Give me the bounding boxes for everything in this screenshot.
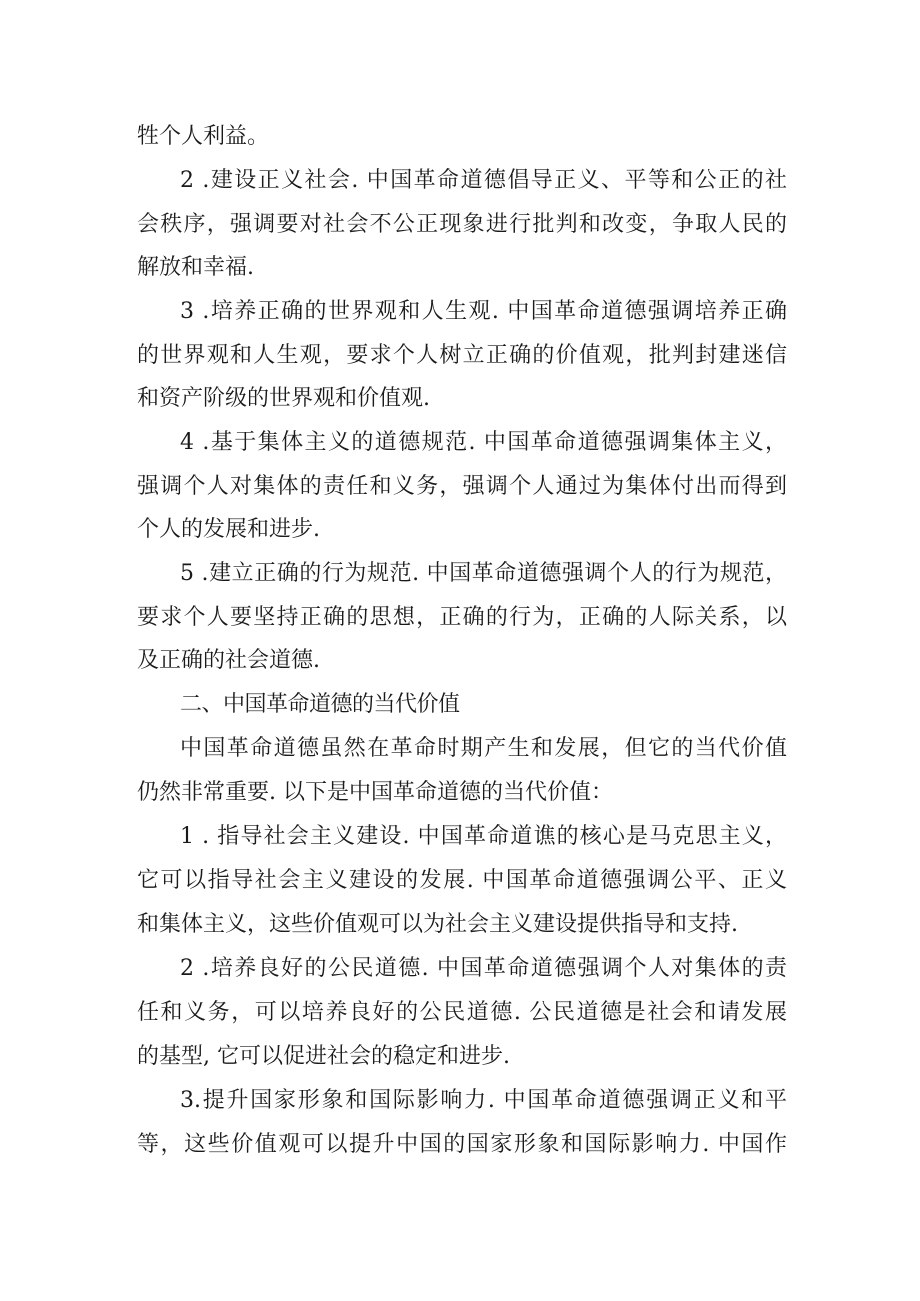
- section-heading: 二、中国革命道德的当代价值: [180, 692, 460, 717]
- value-item-3-line-2: 等，这些价值观可以提升中国的国家形象和国际影响力. 中国作: [137, 1132, 787, 1157]
- value-item-1-line-2: 它可以指导社会主义建设的发展. 中国革命道德强调公平、正义: [137, 868, 787, 893]
- text-line: 牲个人利益。: [137, 124, 270, 149]
- value-item-2-line-3: 的基型, 它可以促进社会的稳定和进步.: [137, 1044, 510, 1069]
- value-item-2-line-2: 任和义务，可以培养良好的公民道德. 公民道德是社会和请发展: [137, 1000, 787, 1025]
- list-item-3-line-2: 的世界观和人生观，要求个人树立正确的价值观，批判封建迷信: [137, 343, 787, 368]
- value-item-2-line-1: 2 .培养良好的公民道德. 中国革命道德强调个人对集体的责: [180, 956, 787, 981]
- list-item-3-line-1: 3 .培养正确的世界观和人生观. 中国革命道德强调培养正确: [180, 299, 787, 324]
- list-item-4-line-1: 4 .基于集体主义的道德规范. 中国革命道德强调集体主义，: [180, 430, 787, 455]
- list-item-4-line-2: 强调个人对集体的责任和义务，强调个人通过为集体付出而得到: [137, 474, 787, 499]
- list-item-5-line-1: 5 .建立正确的行为规范. 中国革命道德强调个人的行为规范，: [180, 561, 787, 586]
- value-item-1-line-3: 和集体主义，这些价值观可以为社会主义建设提供指导和支持.: [137, 912, 738, 937]
- intro-line-2: 仍然非常重要. 以下是中国革命道德的当代价值：: [137, 780, 613, 805]
- list-item-2-line-2: 会秩序，强调要对社会不公正现象进行批判和改变，争取人民的: [137, 212, 787, 237]
- list-item-5-line-3: 及正确的社会道德.: [137, 648, 320, 673]
- list-item-2-line-1: 2 .建设正义社会. 中国革命道德倡导正义、平等和公正的社: [180, 168, 787, 193]
- list-item-3-line-3: 和资产阶级的世界观和价值观.: [137, 386, 430, 411]
- list-item-4-line-3: 个人的发展和进步.: [137, 517, 320, 542]
- value-item-3-line-1: 3.提升国家形象和国际影响力. 中国革命道德强调正义和平: [180, 1088, 787, 1113]
- list-item-5-line-2: 要求个人要坚持正确的思想，正确的行为，正确的人际关系，以: [137, 605, 787, 630]
- intro-line-1: 中国革命道德虽然在革命时期产生和发展，但它的当代价值: [180, 736, 787, 761]
- value-item-1-line-1: 1 . 指导社会主义建设. 中国革命道谯的核心是马克思主义，: [180, 824, 787, 849]
- list-item-2-line-3: 解放和幸福.: [137, 255, 254, 280]
